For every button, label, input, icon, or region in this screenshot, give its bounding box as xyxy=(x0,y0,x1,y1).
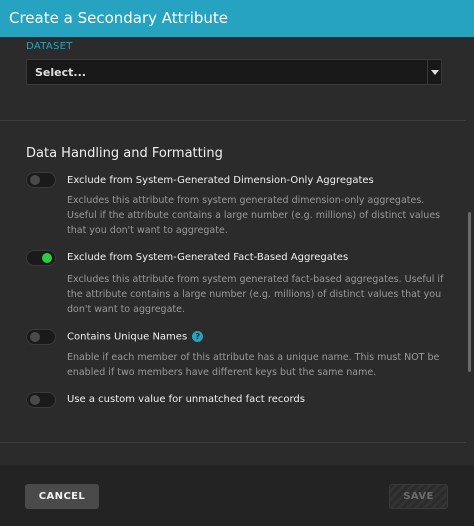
dialog-title: Create a Secondary Attribute xyxy=(0,0,474,37)
toggle-unique-names[interactable] xyxy=(26,329,56,345)
option-description-dimension-only-aggregates: Excludes this attribute from system generated dimension-only aggregates. Useful if the attribute contains a large number (e.g. millions) of distinct values that you don't want to aggregate. xyxy=(67,195,441,236)
toggle-dimension-only-aggregates[interactable] xyxy=(26,172,56,188)
option-label-unique-names: Contains Unique Names xyxy=(67,331,188,343)
section-title: Data Handling and Formatting xyxy=(26,146,223,161)
cancel-button[interactable]: CANCEL xyxy=(25,484,99,509)
toggle-knob xyxy=(30,332,40,342)
dialog-footer xyxy=(0,465,474,526)
toggle-custom-unmatched-value[interactable] xyxy=(26,392,56,408)
section-divider xyxy=(0,120,466,121)
help-icon[interactable]: ? xyxy=(192,331,203,342)
save-button[interactable]: SAVE xyxy=(389,484,448,509)
toggle-fact-based-aggregates[interactable] xyxy=(26,250,56,266)
option-unique-names xyxy=(67,331,203,343)
section-divider xyxy=(0,442,466,443)
option-label-dimension-only-aggregates: Exclude from System-Generated Dimension-Only Aggregates xyxy=(67,175,374,186)
dataset-label: DATASET xyxy=(26,41,73,52)
toggle-knob xyxy=(30,175,40,185)
toggle-knob xyxy=(30,395,40,405)
option-description-fact-based-aggregates: Excludes this attribute from system generated fact-based aggregates. Useful if the attribute contains a large number (e.g. millions) of distinct values that you don't want to aggregate. xyxy=(67,274,444,315)
dialog-content xyxy=(0,37,474,465)
option-label-fact-based-aggregates: Exclude from System-Generated Fact-Based Aggregates xyxy=(67,252,349,263)
scrollbar[interactable] xyxy=(468,212,471,372)
option-description-unique-names: Enable if each member of this attribute has a unique name. This must NOT be enabled if two members have different keys but the same name. xyxy=(67,352,440,378)
option-label-custom-unmatched-value: Use a custom value for unmatched fact records xyxy=(67,394,305,405)
dataset-select[interactable] xyxy=(26,59,442,85)
toggle-knob xyxy=(42,253,52,263)
chevron-down-icon[interactable] xyxy=(427,60,441,84)
dataset-select-value: Select... xyxy=(35,66,86,79)
